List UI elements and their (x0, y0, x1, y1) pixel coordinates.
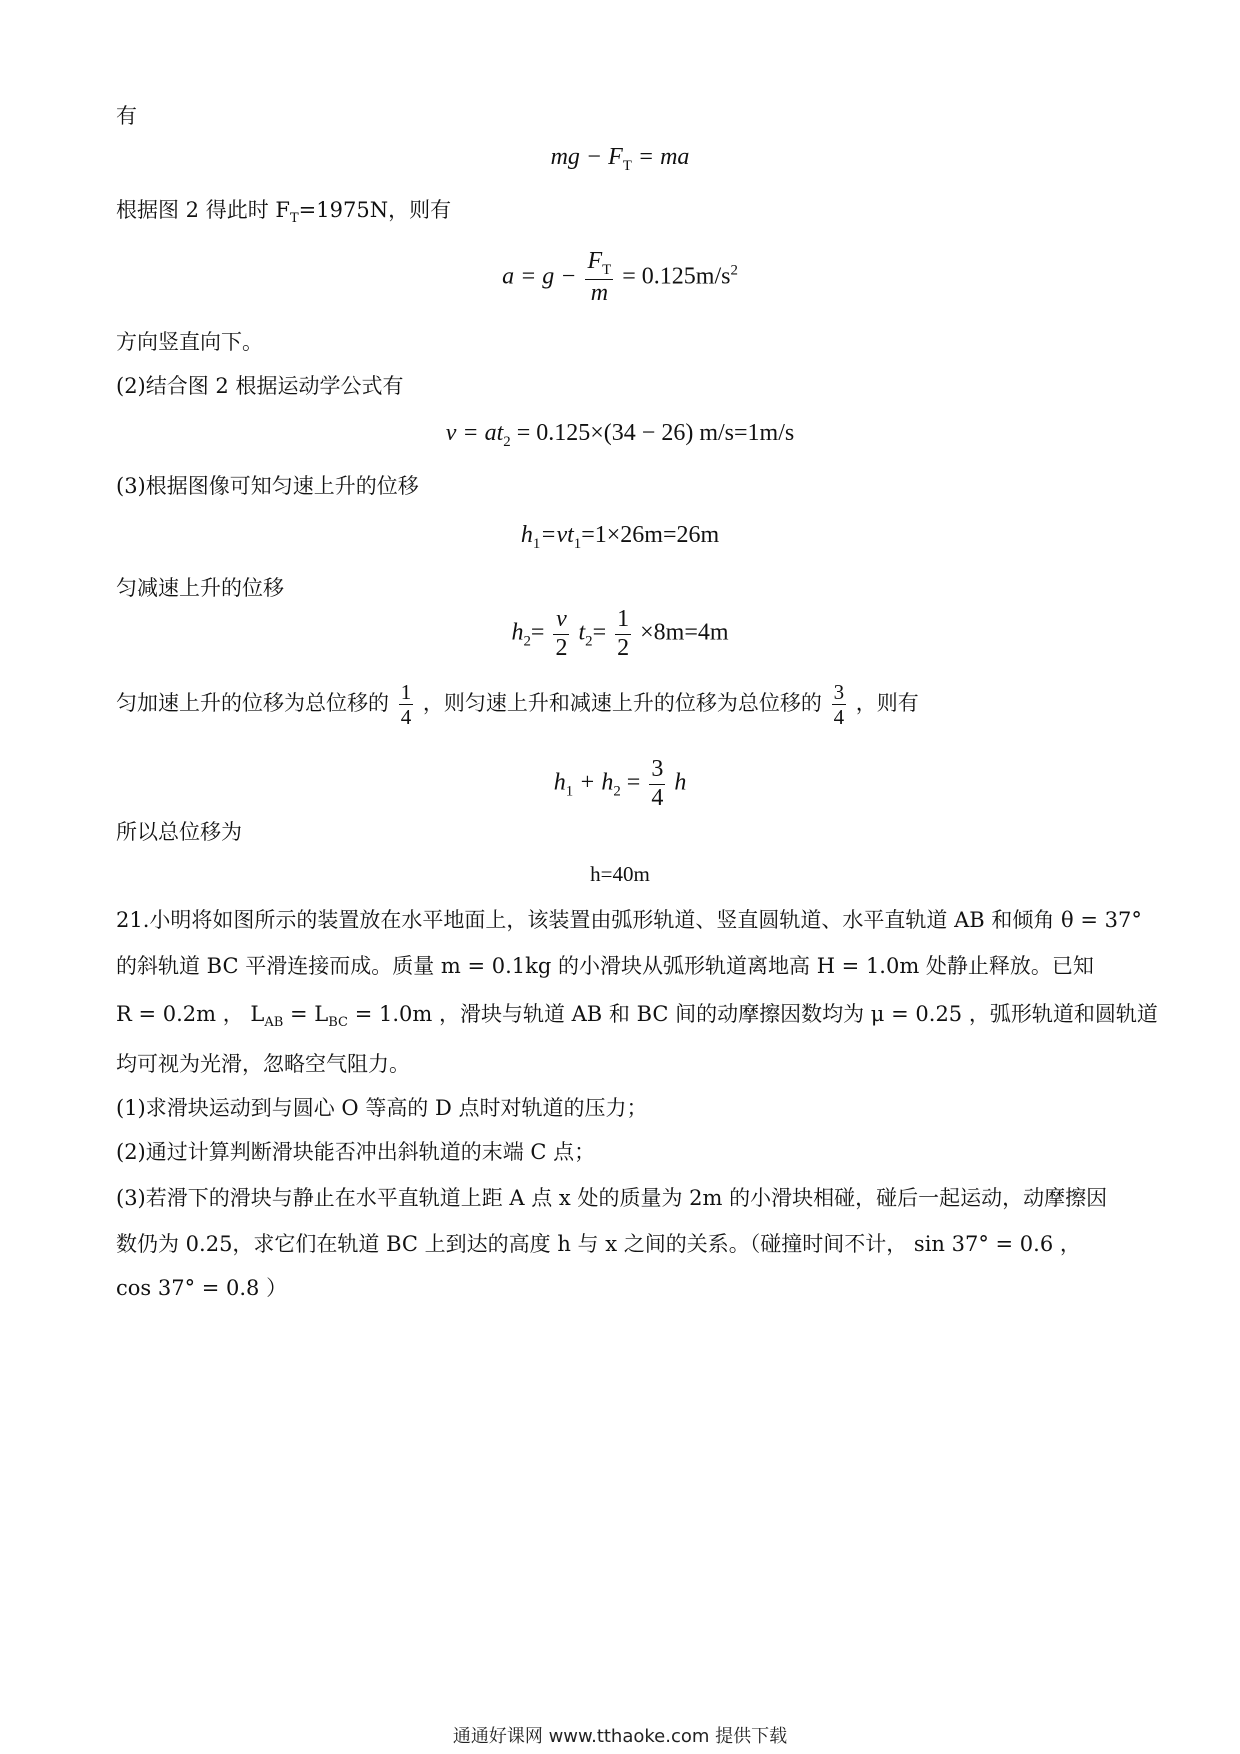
text-part2: (2)结合图 2 根据运动学公式有 (116, 374, 404, 398)
footer-watermark: 通通好课网 www.tthaoke.com 提供下载 (452, 1726, 788, 1747)
question-21-line2: 的斜轨道 BC 平滑连接而成。质量 m = 0.1kg 的小滑块从弧形轨道离地高 H = 1.0m 处静止释放。已知 (116, 954, 1094, 978)
text-fraction-statement: 匀加速上升的位移为总位移的 $\frac{1}{4}$ ，则匀速上升和减速上升的位移为总位移的 $\frac{3}{4}$ ，则有 (116, 680, 919, 730)
equation-h-result: h=40m (590, 862, 650, 886)
text-part3: (3)根据图像可知匀速上升的位移 (116, 474, 419, 498)
question-21-line4: 均可视为光滑，忽略空气阻力。 (116, 1052, 410, 1076)
text-total-displacement: 所以总位移为 (116, 820, 242, 844)
question-21-part3-line2: 数仍为 0.25，求它们在轨道 BC 上到达的高度 h 与 x 之间的关系。（碰撞时间不计， sin 37° = 0.6 ， (116, 1232, 1081, 1256)
text-decel-displacement: 匀减速上升的位移 (116, 576, 284, 600)
text-direction: 方向竖直向下。 (116, 330, 263, 354)
equation-h1: $h_1=vt_1=1\times 26m=26m$ (520, 522, 720, 552)
question-21-line3: R = 0.2m ， $L_{AB} = L_{BC} = 1.0m$ ，滑块与轨道 AB 和 BC 间的动摩擦因数均为 μ = 0.25 ，弧形轨道和圆轨道 (116, 1002, 1158, 1031)
text-ft-value: 根据图 2 得此时 $F_T=1975N$，则有 (116, 198, 452, 227)
equation-h2: $h_2=$ $\frac{v}{2}$ $t_2=$ $\frac{1}{2}$ ×8m=4m (511, 606, 729, 661)
equation-h-total: $h_1 + h_2$ = $\frac{3}{4}$ h (553, 756, 687, 811)
question-21-part2: (2)通过计算判断滑块能否冲出斜轨道的末端 C 点； (116, 1140, 596, 1164)
question-21-part1: (1)求滑块运动到与圆心 O 等高的 D 点时对轨道的压力； (116, 1096, 648, 1120)
text-you: 有 (116, 104, 137, 128)
question-21-part3-line3: cos 37° = 0.8 ） (116, 1276, 288, 1300)
question-21-line1: 21.小明将如图所示的装置放在水平地面上，该装置由弧形轨道、竖直圆轨道、水平直轨道 AB 和倾角 θ = 37° (116, 908, 1142, 932)
question-21-part3-line1: (3)若滑下的滑块与静止在水平直轨道上距 A 点 x 处的质量为 2m 的小滑块相碰，碰后一起运动，动摩擦因 (116, 1186, 1108, 1210)
equation-newton: mg − $F_T$ = ma (550, 144, 690, 174)
equation-acceleration: a = g − $\frac{F_T}{m}$ = $0.125m/s^2$ (502, 248, 738, 306)
equation-velocity: $v = at_2 = 0.125\times(34 - 26)$ m/s=1m/s (445, 420, 795, 450)
